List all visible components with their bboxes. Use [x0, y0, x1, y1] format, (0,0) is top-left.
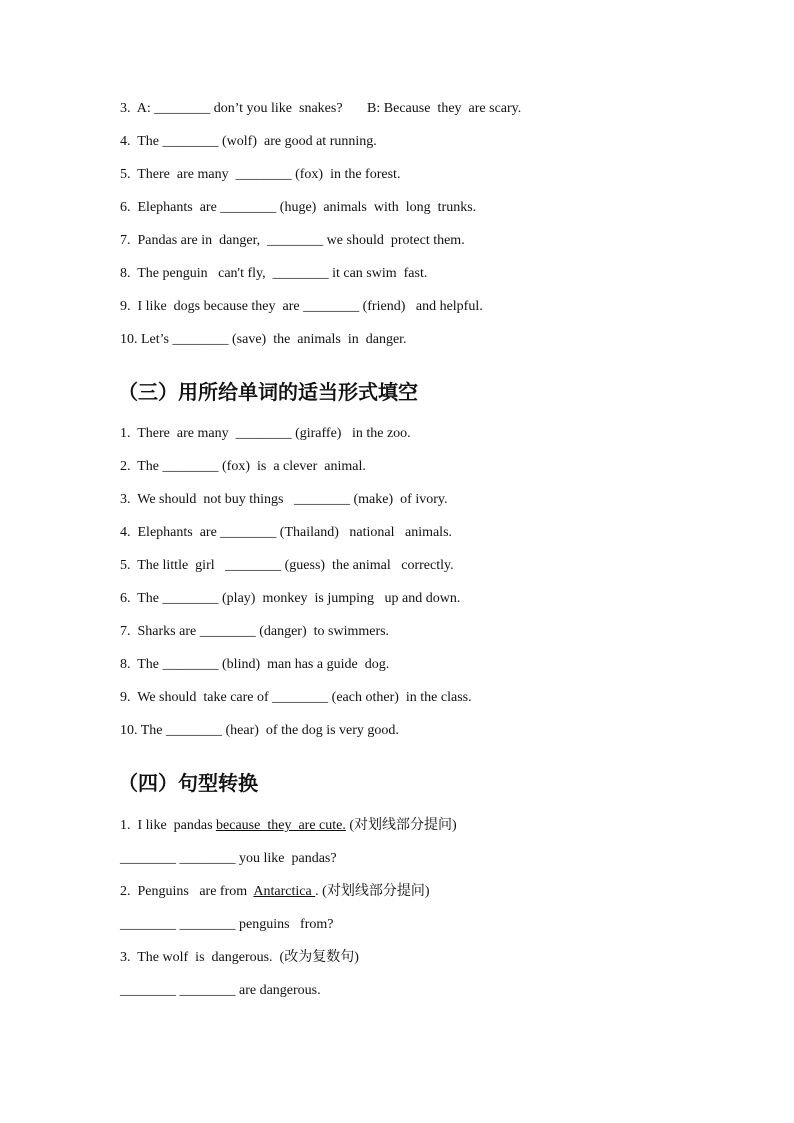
- s4-q1-underlined: because they are cute.: [216, 818, 346, 833]
- s3-question-8: 8. The ________ (blind) man has a guide dog.: [120, 657, 390, 672]
- s4-q2-underlined: Antarctica: [253, 884, 316, 899]
- s3-question-10: 10. The ________ (hear) of the dog is very good.: [120, 723, 399, 738]
- s2-question-3: 3. A: ________ don’t you like snakes? B: Because they are scary.: [120, 101, 522, 116]
- s3-question-5: 5. The little girl ________ (guess) the animal correctly.: [120, 558, 454, 573]
- s4-question-3: 3. The wolf is dangerous. (改为复数句): [120, 950, 359, 965]
- s2-question-7: 7. Pandas are in danger, ________ we should protect them.: [120, 233, 465, 248]
- s3-question-4: 4. Elephants are ________ (Thailand) national animals.: [120, 525, 453, 540]
- s4-q1-suffix: (对划线部分提问): [345, 818, 457, 833]
- section3-heading: （三）用所给单词的适当形式填空: [118, 380, 418, 404]
- s2-question-4: 4. The ________ (wolf) are good at running.: [120, 134, 377, 149]
- s3-question-6: 6. The ________ (play) monkey is jumping up and down.: [120, 591, 461, 606]
- s4-question-2: [120, 883, 430, 901]
- s4-answer-1: ________ ________ you like pandas?: [120, 851, 337, 866]
- s4-q2-suffix: . (对划线部分提问): [315, 884, 430, 899]
- s4-question-1: [120, 817, 457, 835]
- s3-question-2: 2. The ________ (fox) is a clever animal.: [120, 459, 366, 474]
- s3-question-7: 7. Sharks are ________ (danger) to swimmers.: [120, 624, 390, 639]
- s4-answer-3: ________ ________ are dangerous.: [120, 983, 321, 998]
- s2-question-9: 9. I like dogs because they are ________ (friend) and helpful.: [120, 299, 483, 314]
- s4-q1-prefix: 1. I like pandas: [120, 818, 217, 833]
- s3-question-1: 1. There are many ________ (giraffe) in the zoo.: [120, 426, 411, 441]
- s3-question-3: 3. We should not buy things ________ (make) of ivory.: [120, 492, 448, 507]
- s2-question-10: 10. Let’s ________ (save) the animals in danger.: [120, 332, 407, 347]
- s4-q2-prefix: 2. Penguins are from: [120, 884, 254, 899]
- section4-heading: （四）句型转换: [118, 771, 258, 795]
- s3-question-9: 9. We should take care of ________ (each other) in the class.: [120, 690, 472, 705]
- s2-question-5: 5. There are many ________ (fox) in the forest.: [120, 167, 401, 182]
- s2-question-6: 6. Elephants are ________ (huge) animals with long trunks.: [120, 200, 477, 215]
- s4-answer-2: ________ ________ penguins from?: [120, 917, 334, 932]
- s2-question-8: 8. The penguin can't fly, ________ it can swim fast.: [120, 266, 428, 281]
